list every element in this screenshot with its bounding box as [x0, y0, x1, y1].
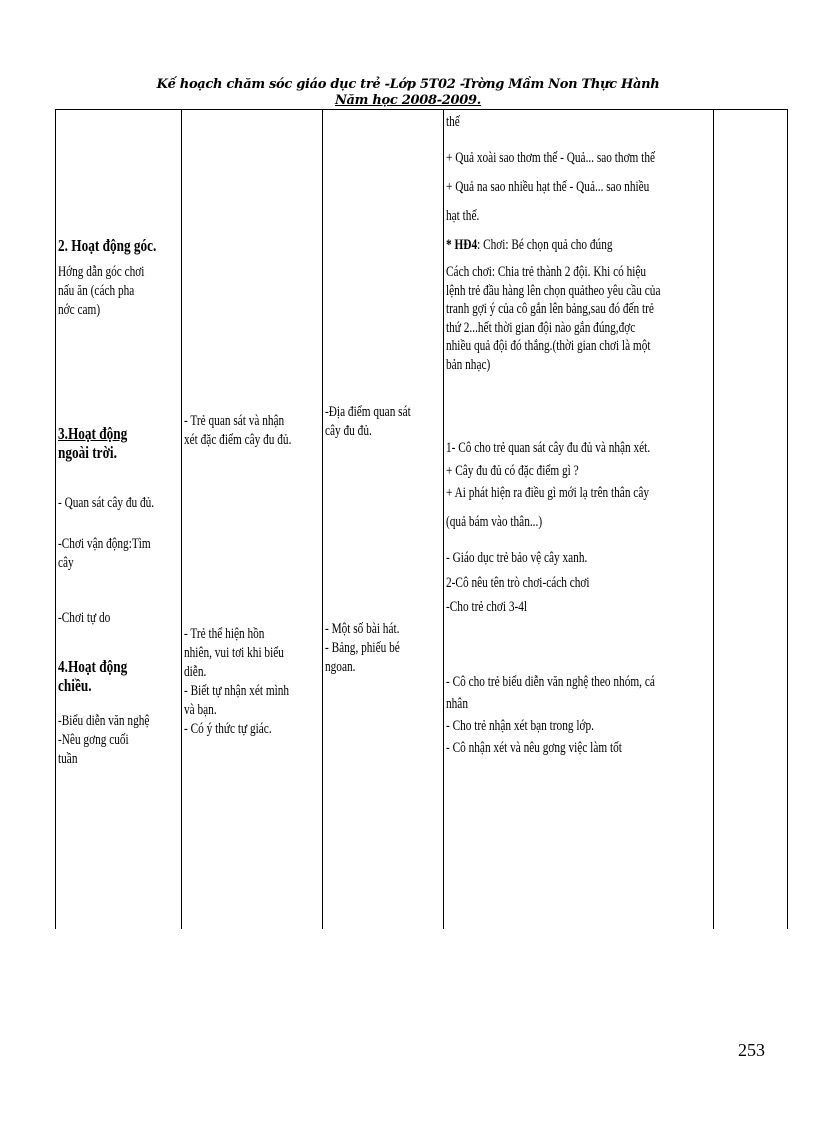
text-line: + Quả xoài sao thơm thế - Quả... sao thơm thế [446, 150, 656, 166]
text-line: - Có ý thức tự giác. [184, 721, 272, 737]
text-line: -Địa điểm quan sát [325, 404, 411, 420]
column-divider [443, 109, 444, 929]
text-line: và bạn. [184, 702, 217, 718]
text-line: lệnh trẻ đầu hàng lên chọn quảtheo yêu cầu của [446, 282, 661, 299]
text-line: - Biết tự nhận xét mình [184, 683, 290, 699]
activity-label-hd4: * HĐ4 [446, 237, 478, 253]
text-line: diễn. [184, 664, 207, 680]
text-line: + Cây đu đủ có đặc điểm gì ? [446, 462, 579, 479]
text-line: (quả bám vào thân...) [446, 514, 543, 530]
section-title-goc: 2. Hoạt động góc. [58, 236, 157, 255]
text-line: - Giáo dục trẻ bảo vệ cây xanh. [446, 550, 588, 566]
text-line: - Bảng, phiếu bé [325, 640, 400, 656]
text-line: -Biểu diễn văn nghệ [58, 713, 150, 729]
text-line: xét đặc điểm cây đu đủ. [184, 432, 292, 448]
column-divider [322, 109, 323, 929]
text-line: - Trẻ thể hiện hồn [184, 626, 265, 642]
column-divider [55, 109, 56, 929]
section-title-ngoai-troi: 3.Hoạt động [58, 424, 128, 443]
text-line: tuần [58, 751, 78, 767]
text-line: - Cho trẻ nhận xét bạn trong lớp. [446, 718, 594, 734]
text-line: cây [58, 555, 74, 571]
text-line: nấu ăn (cách pha [58, 283, 135, 299]
text-line: - Trẻ quan sát và nhận [184, 413, 285, 429]
section-title-ngoai-troi-2: ngoài trời. [58, 443, 117, 462]
text-line: bản nhạc) [446, 356, 491, 373]
text-line: nhân [446, 696, 468, 712]
column-divider [787, 109, 788, 929]
text-line: thế [446, 114, 460, 130]
document-header: Kế hoạch chăm sóc giáo dục trẻ -Lớp 5T02 -Trờng Mầm Non Thực Hành [156, 77, 660, 92]
table-top-border [55, 109, 788, 110]
page-number: 253 [738, 1040, 765, 1060]
text-line: nhiều quả đội đó thắng.(thời gian chơi là một [446, 338, 651, 354]
text-line: ngoan. [325, 659, 356, 675]
text-line: cây đu đủ. [325, 423, 372, 439]
text-line: - Một số bài hát. [325, 621, 400, 637]
text-line: -Chơi vận động:Tìm [58, 536, 151, 552]
section-title-chieu-2: chiều. [58, 676, 92, 695]
text-line: : Chơi: Bé chọn quả cho đúng [477, 237, 613, 253]
text-line: -Cho trẻ chơi 3-4l [446, 599, 528, 615]
text-line: nhiên, vui tơi khi biểu [184, 645, 284, 661]
text-line: + Quả na sao nhiều hạt thế - Quả... sao nhiều [446, 179, 650, 195]
column-divider [181, 109, 182, 929]
text-line: -Nêu gơng cuối [58, 732, 129, 748]
section-title-chieu: 4.Hoạt động [58, 657, 128, 676]
text-line: nớc cam) [58, 302, 101, 318]
text-line: 1- Cô cho trẻ quan sát cây đu đủ và nhận xét. [446, 440, 651, 456]
text-line: Cách chơi: Chia trẻ thành 2 đội. Khi có hiệu [446, 264, 647, 280]
text-line: + Ai phát hiện ra điều gì mới lạ trên thân cây [446, 485, 650, 501]
text-line: 2-Cô nêu tên trò chơi-cách chơi [446, 575, 590, 591]
text-line: - Cô cho trẻ biểu diễn văn nghệ theo nhóm, cá [446, 674, 655, 690]
text-line: Hớng dẫn góc chơi [58, 264, 145, 280]
text-line: - Cô nhận xét và nêu gơng việc làm tốt [446, 740, 622, 756]
text-line: thứ 2...hết thời gian đội nào gắn đúng,đợc [446, 319, 636, 336]
text-line: tranh gợi ý của cô gắn lên bảng,sau đó đến trẻ [446, 301, 654, 317]
text-line: -Chơi tự do [58, 610, 111, 626]
text-line: - Quan sát cây đu đủ. [58, 495, 155, 511]
school-year: Năm học 2008-2009. [334, 93, 482, 108]
text-line: hạt thế. [446, 208, 480, 224]
